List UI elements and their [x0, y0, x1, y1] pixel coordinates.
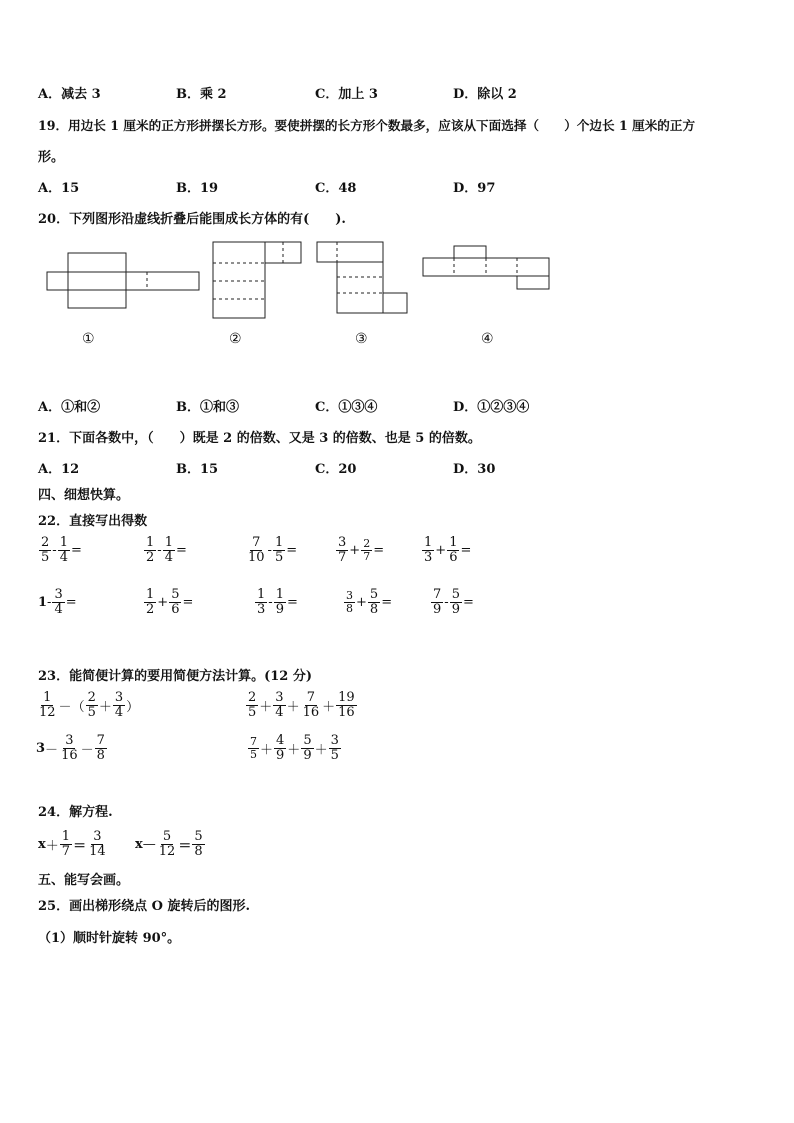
net-figure-2: [212, 241, 302, 320]
q24-text: 24．解方程.: [38, 805, 113, 820]
q22-expr-1-2: $\frac{1}{2}$ - $\frac{1}{4}$ =: [146, 535, 187, 565]
q21-text: 21．下面各数中，（ ）既是 2 的倍数、又是 3 的倍数、也是 5 的倍数。: [38, 431, 481, 446]
q23-expr-2: $\frac{2}{5}$ ＋ $\frac{3}{4}$ ＋ $\frac{7}{16}$ ＋ $\frac{19}{16}$: [248, 690, 355, 720]
q22-expr-1-4: $\frac{3}{7}$ + $\frac{2}{7}$ =: [338, 535, 385, 565]
q21-option-c: C．20: [315, 462, 357, 477]
q22-expr-1-3: $\frac{7}{10}$ - $\frac{1}{5}$ =: [248, 535, 298, 565]
q22-expr-2-3: $\frac{1}{3}$ - $\frac{1}{9}$ =: [257, 587, 298, 617]
q25-text: 25．画出梯形绕点 O 旋转后的图形.: [38, 899, 250, 914]
section-5-heading: 五、能写会画。: [38, 873, 130, 888]
q19-text-line2: 形。: [38, 150, 65, 165]
q22-expr-2-1: 1 - $\frac{3}{4}$ =: [38, 587, 77, 617]
q19-option-a: A．15: [38, 181, 80, 196]
q21-option-a: A．12: [38, 462, 80, 477]
q22-expr-2-2: $\frac{1}{2}$ + $\frac{5}{6}$ =: [146, 587, 194, 617]
q22-expr-1-5: $\frac{1}{3}$ + $\frac{1}{6}$ =: [424, 535, 472, 565]
q19-option-b: B．19: [176, 181, 219, 196]
q18-option-a: A．减去 3: [38, 87, 101, 102]
net-figure-3: [316, 241, 409, 315]
q20-text: 20．下列图形沿虚线折叠后能围成长方体的有( ).: [38, 212, 346, 227]
section-4-heading: 四、细想快算。: [38, 488, 130, 503]
q23-expr-1: $\frac{1}{12}$ － （ $\frac{2}{5}$ ＋ $\frac{3}{4}$ ）: [39, 690, 140, 720]
net-label-3: ③: [355, 331, 368, 347]
q22-expr-1-1: $\frac{2}{5}$ - $\frac{1}{4}$ =: [41, 535, 82, 565]
q23-text: 23．能简便计算的要用简便方法计算。(12 分): [38, 669, 313, 684]
q22-expr-2-5: $\frac{7}{9}$ - $\frac{5}{9}$ =: [433, 587, 474, 617]
q22-expr-2-4: $\frac{3}{8}$ + $\frac{5}{8}$ =: [346, 587, 393, 617]
net-label-1: ①: [82, 331, 95, 347]
q24-equation-1: x ＋ $\frac{1}{7}$ ＝ $\frac{3}{14}$: [38, 829, 106, 859]
q23-expr-4: $\frac{7}{5}$ ＋ $\frac{4}{9}$ ＋ $\frac{5}{9}$ ＋ $\frac{3}{5}$: [250, 733, 339, 763]
q21-option-d: D．30: [453, 462, 496, 477]
q18-option-b: B．乘 2: [176, 87, 227, 102]
q18-option-c: C．加上 3: [315, 87, 378, 102]
q20-option-a: A．①和②: [38, 400, 101, 415]
net-label-2: ②: [229, 331, 242, 347]
q19-text-line1: 19．用边长 1 厘米的正方形拼摆长方形。要使拼摆的长方形个数最多，应该从下面选择（ ）个边长 1 厘米的正方: [38, 118, 696, 133]
net-figure-1: [46, 252, 200, 310]
q24-equation-2: x — $\frac{5}{12}$ ＝ $\frac{5}{8}$: [135, 829, 203, 859]
q20-option-c: C．①③④: [315, 400, 378, 415]
net-label-4: ④: [481, 331, 494, 347]
q20-option-d: D．①②③④: [453, 400, 530, 415]
q21-option-b: B．15: [176, 462, 219, 477]
net-figure-4: [422, 245, 550, 291]
q22-text: 22．直接写出得数: [38, 514, 148, 529]
q25-subquestion-1: （1）顺时针旋转 90°。: [38, 931, 181, 946]
q19-option-d: D．97: [453, 181, 496, 196]
q19-option-c: C．48: [315, 181, 357, 196]
q23-expr-3: 3 － $\frac{3}{16}$ － $\frac{7}{8}$: [36, 733, 105, 763]
q18-option-d: D．除以 2: [453, 87, 517, 102]
q20-option-b: B．①和③: [176, 400, 239, 415]
